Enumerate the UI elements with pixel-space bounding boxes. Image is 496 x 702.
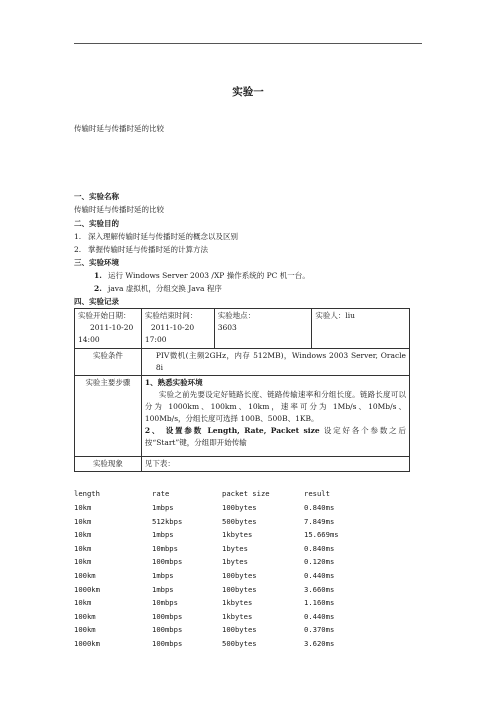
table-row	[74, 571, 404, 582]
table-row	[74, 544, 404, 555]
cell-packet-size: 100bytes	[222, 584, 257, 594]
cell-result: 0.120ms	[304, 557, 335, 567]
person-cell	[312, 309, 410, 349]
phenomenon-label: 实验现象	[75, 457, 142, 472]
cell-rate: 10mbps	[152, 598, 178, 608]
cell-length: 100km	[74, 571, 96, 580]
start-cell	[75, 309, 142, 349]
header-result: result	[304, 489, 330, 498]
cell-result: 3.620ms	[304, 639, 335, 648]
cell-rate: 1mbps	[152, 503, 174, 512]
item-text: 掌握传输时延与传播时延的计算方法	[88, 245, 208, 254]
cell-result: 1.160ms	[304, 598, 335, 608]
cell-rate: 100mbps	[152, 557, 183, 567]
section-2-heading: 二、实验目的	[74, 219, 119, 228]
header-rule	[74, 43, 422, 44]
cell-result: 0.840ms	[304, 503, 335, 512]
section-2-item	[74, 231, 238, 242]
cell-length: 10km	[74, 598, 92, 608]
cell-length: 10km	[74, 557, 92, 567]
place-cell	[214, 309, 312, 349]
table-row	[75, 309, 410, 349]
table-row	[75, 376, 410, 457]
table-row	[74, 625, 404, 636]
step-1-title: 1、熟悉实验环境	[144, 378, 203, 387]
cell-result: 0.440ms	[304, 611, 335, 621]
item-number: 1.	[94, 271, 102, 280]
end-label: 实验结束时间：	[144, 311, 198, 320]
table-row	[75, 457, 410, 472]
cell-length: 10km	[74, 530, 92, 540]
cell-packet-size: 100bytes	[222, 503, 257, 512]
section-2-item	[74, 244, 208, 255]
header-rate: rate	[152, 489, 170, 498]
section-4-heading: 四、实验记录	[74, 297, 119, 306]
steps-label: 实验主要步骤	[75, 376, 142, 457]
cell-packet-size: 100bytes	[222, 571, 257, 580]
table-row	[74, 598, 404, 609]
table-row	[74, 530, 404, 541]
cell-length: 100km	[74, 611, 96, 621]
steps-cell	[141, 376, 409, 457]
table-row	[75, 349, 410, 376]
cell-rate: 512kbps	[152, 516, 183, 526]
cell-length: 10km	[74, 503, 92, 512]
cell-rate: 100mbps	[152, 625, 183, 635]
place-label: 实验地点：	[217, 311, 256, 320]
cell-length: 100km	[74, 625, 96, 635]
condition-label: 实验条件	[75, 349, 142, 376]
cell-packet-size: 1kbytes	[222, 611, 253, 621]
header-packet-size: packet size	[222, 489, 270, 498]
cell-packet-size: 500bytes	[222, 639, 257, 648]
person: 实验人：liu	[315, 311, 355, 320]
item-number: 1.	[74, 232, 82, 241]
step-1-text: 实验之前先要设定好链路长度、链路传输速率和分组长度。链路长度可以分为 1000km、100km、10km，速率可分为 1Mb/s、10Mb/s、100Mb/s，分组长度可选择 100B、500B、1KB。	[144, 390, 406, 423]
cell-packet-size: 1bytes	[222, 543, 248, 553]
document-subtitle: 传输时延与传播时延的比较	[74, 124, 164, 133]
section-1-text: 传输时延与传播时延的比较	[74, 205, 164, 214]
cell-length: 1000km	[74, 639, 100, 648]
cell-result: 3.660ms	[304, 584, 335, 594]
cell-length: 10km	[74, 543, 92, 553]
item-text: java 虚拟机，分组交换 Java 程序	[108, 284, 222, 293]
start-time: 14:00	[78, 335, 100, 344]
cell-result: 0.440ms	[304, 571, 335, 580]
cell-packet-size: 1bytes	[222, 557, 248, 567]
record-table	[74, 308, 410, 472]
section-3-item	[94, 270, 310, 281]
item-number: 2.	[74, 245, 82, 254]
condition-text: PIV微机(主频2GHz，内存 512MB)，Windows 2003 Server, Oracle 8i	[141, 349, 409, 376]
cell-length: 10km	[74, 516, 92, 526]
cell-result: 0.370ms	[304, 625, 335, 635]
section-3-item	[94, 283, 222, 294]
table-row	[74, 585, 404, 596]
cell-packet-size: 500bytes	[222, 516, 257, 526]
cell-rate: 100mbps	[152, 611, 183, 621]
cell-packet-size: 1kbytes	[222, 598, 253, 608]
cell-packet-size: 1kbytes	[222, 530, 253, 540]
table-row	[74, 557, 404, 568]
document-title: 实验一	[232, 86, 264, 98]
section-1-heading: 一、实验名称	[74, 192, 119, 201]
cell-rate: 100mbps	[152, 639, 183, 648]
cell-result: 0.840ms	[304, 543, 335, 553]
step-2-text: 设定好各个参数之后按“Start”键，分组即开始传输	[144, 426, 406, 447]
start-label: 实验开始日期：	[78, 311, 131, 320]
cell-rate: 10mbps	[152, 543, 178, 553]
end-time: 17:00	[144, 335, 167, 344]
cell-result: 15.669ms	[304, 530, 339, 540]
table-row	[74, 612, 404, 623]
table-row	[74, 503, 404, 514]
table-row	[74, 639, 404, 650]
item-number: 2.	[94, 284, 102, 293]
cell-rate: 1mbps	[152, 584, 174, 594]
end-cell	[141, 309, 214, 349]
end-date: 2011-10-20	[150, 323, 195, 332]
table-row	[74, 517, 404, 528]
phenomenon-text: 见下表：	[141, 457, 409, 472]
item-text: 运行 Windows Server 2003 /XP 操作系统的 PC 机一台。	[108, 271, 310, 280]
cell-rate: 1mbps	[152, 571, 174, 580]
section-3-heading: 三、实验环境	[74, 258, 119, 267]
place-value: 3603	[217, 323, 237, 332]
start-date: 2011-10-20	[90, 323, 134, 332]
cell-rate: 1mbps	[152, 530, 174, 540]
cell-result: 7.849ms	[304, 516, 335, 526]
cell-packet-size: 100bytes	[222, 625, 257, 635]
item-text: 深入理解传输时延与传播时延的概念以及区别	[88, 232, 238, 241]
step-2-title: 2、 设置参数 Length, Rate, Packet size	[144, 426, 320, 435]
results-header	[74, 489, 404, 500]
header-length: length	[74, 489, 100, 498]
cell-length: 1000km	[74, 584, 100, 594]
